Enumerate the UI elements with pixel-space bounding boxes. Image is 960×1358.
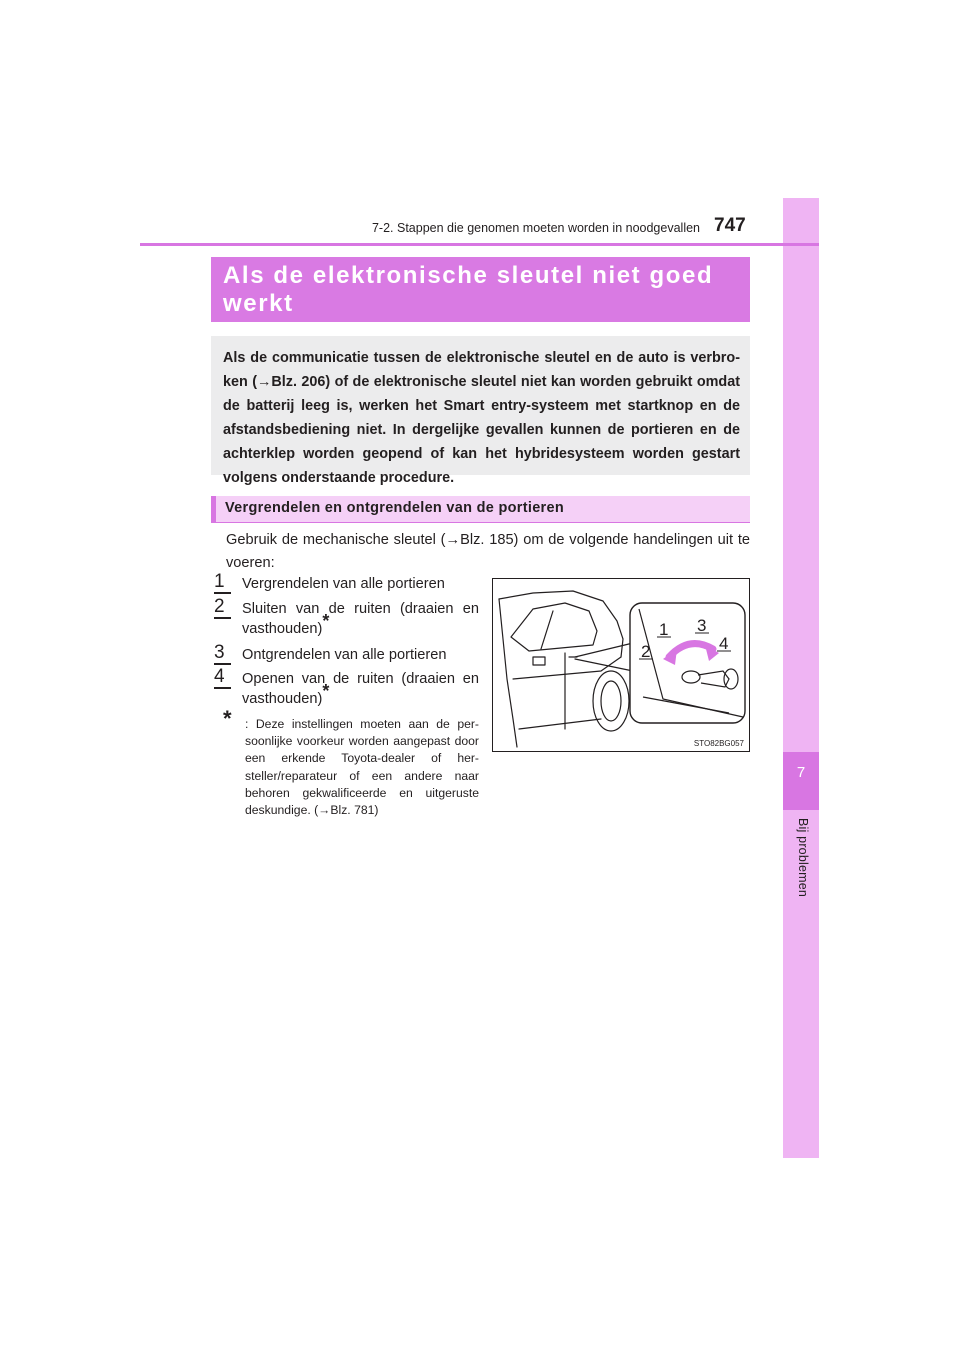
section-title: 7-2. Stappen die genomen moeten worden in noodgevallen	[371, 221, 700, 235]
image-code: STO82BG057	[693, 739, 744, 748]
footnote-mark: *	[223, 706, 232, 731]
callout-label: 3	[697, 616, 707, 635]
intro-box: Als de communicatie tussen de elektronische sleutel en de auto is verbro-ken (→Blz. 206) of de elektronische sleutel niet kan worden gebruikt omdat de batterij leeg is, werken het Smart entry-systeem met startknop en de afstandsbediening niet. In dergelijke gevallen kunnen de portieren en de achterklep worden geopend of kan het hybridesysteem worden gestart volgens onderstaande procedure.	[211, 336, 750, 475]
asterisk-marker: *	[322, 611, 330, 632]
step-item	[214, 571, 479, 594]
step-number-marker: 4	[214, 669, 232, 687]
asterisk-marker: *	[322, 681, 330, 702]
header-rule	[140, 243, 819, 246]
step-text: Openen van de ruiten (draaien en vasthouden)	[242, 671, 479, 707]
body-intro: Gebruik de mechanische sleutel (→Blz. 185) om de volgende handelingen uit te voeren:	[226, 532, 750, 571]
key-illustration	[492, 578, 750, 752]
step-text: Vergrendelen van alle portieren	[242, 576, 445, 592]
callout-label: 1	[659, 620, 669, 639]
step-number-marker: 3	[214, 645, 232, 663]
side-tab-strip	[783, 198, 819, 1158]
step-number-marker: 2	[214, 599, 232, 617]
page-heading: Als de elektronische sleutel niet goed werkt	[211, 257, 750, 322]
footnote-text: : Deze instellingen moeten aan de per-soonlijke voorkeur worden aangepast door een erkende Toyota-dealer of her-steller/reparateur of een andere naar behoren gekwalificeerde en uitgeruste deskundige. (→Blz. 781)	[245, 717, 479, 818]
footnote	[223, 706, 479, 819]
chapter-number: 7	[796, 764, 806, 781]
subheading: Vergrendelen en ontgrendelen van de portieren	[211, 496, 750, 523]
car-door-key-drawing	[493, 579, 749, 751]
step-item	[214, 666, 479, 709]
chapter-tab[interactable]	[783, 752, 819, 810]
page-number: 747	[714, 215, 746, 236]
step-text: Sluiten van de ruiten (draaien en vasthouden)	[242, 601, 479, 637]
chapter-name: Bij problemen	[796, 818, 810, 898]
callout-label: 4	[719, 634, 729, 653]
step-item	[214, 596, 479, 639]
step-text: Ontgrendelen van alle portieren	[242, 647, 447, 663]
callout-label: 2	[641, 642, 651, 661]
step-number-marker: 1	[214, 574, 232, 592]
step-item	[214, 642, 479, 665]
